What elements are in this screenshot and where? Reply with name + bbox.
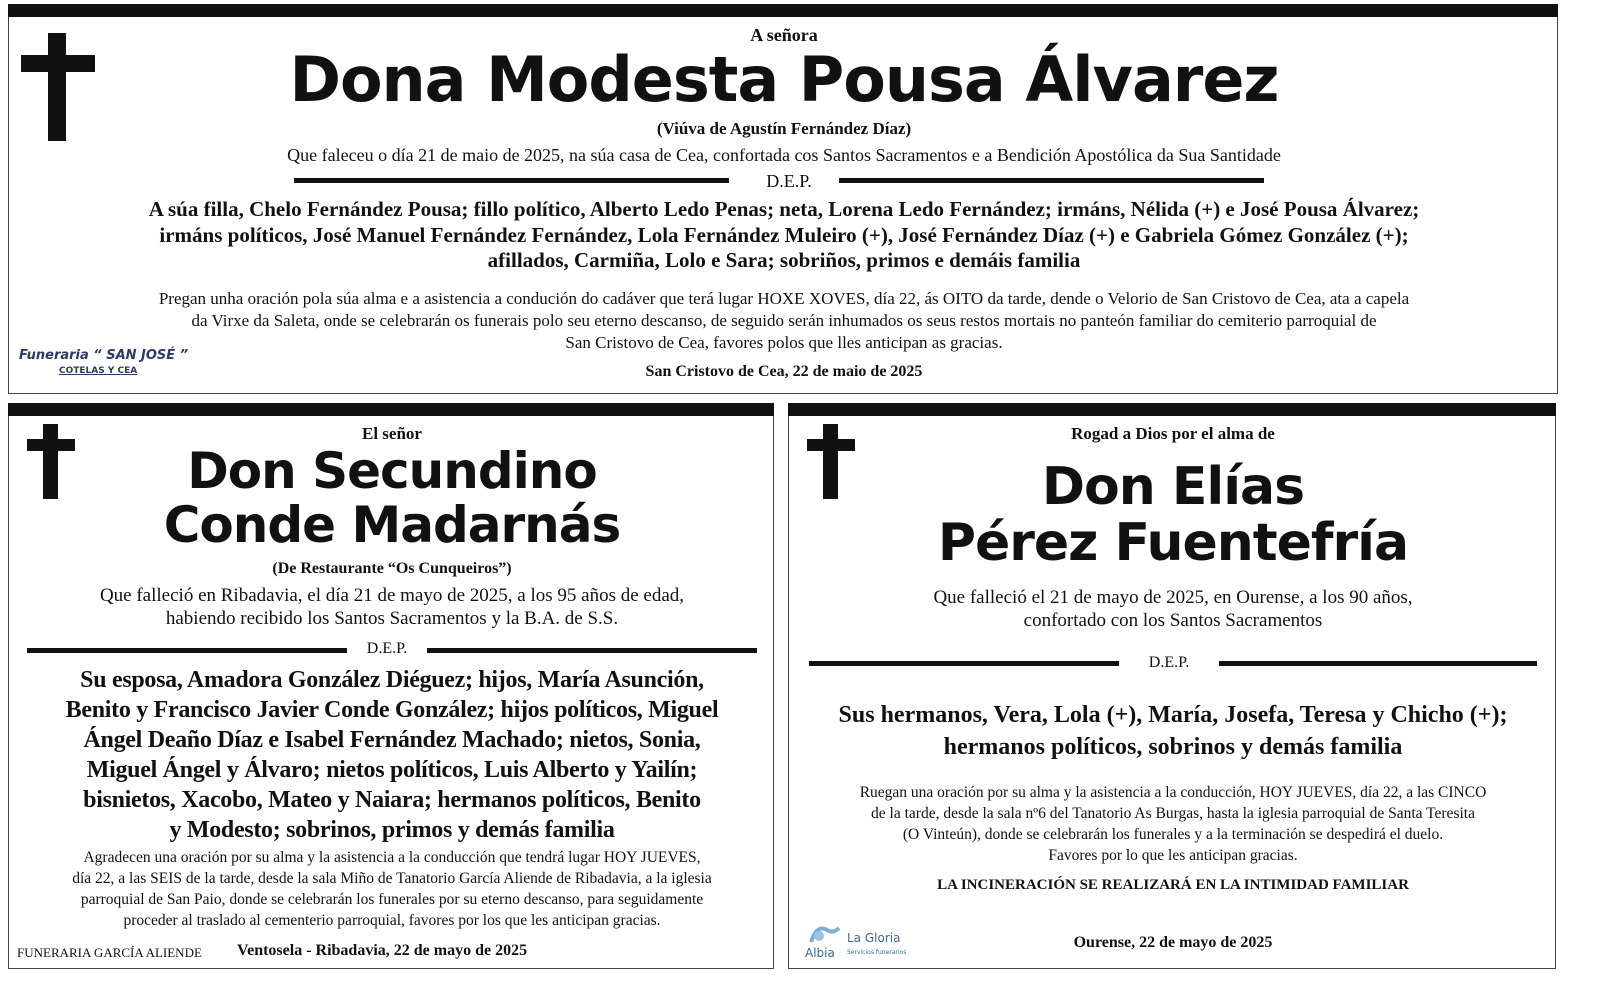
prayer-line: (O Vinteún), donde se celebrarán los funerales y a la terminación se despedirá el duelo. [902,826,1444,843]
cremation-notice: LA INCINERACIÓN SE REALIZARÁ EN LA INTIMIDAD FAMILIAR [937,877,1409,893]
death-statement [789,586,1557,632]
family-line: y Modesto; sobrinos, primos y demás familia [169,817,615,843]
divider-right [427,648,757,653]
notice-date: San Cristovo de Cea, 22 de maio de 2025 [645,363,923,380]
obituary-notice-bottom-right [788,403,1556,969]
death-line: Que falleció el 21 de mayo de 2025, en Ourense, a los 90 años, [933,587,1413,608]
deceased-name-line: Don Elías [1041,457,1305,517]
prayer-line: de la tarde, desde la sala nº6 del Tanatorio As Burgas, hasta la iglesia parroquial de Santa Teresita [871,805,1475,822]
family-line: Benito y Francisco Javier Conde González; hijos políticos, Miguel [65,697,719,723]
death-statement: Que faleceu o día 21 de maio de 2025, na súa casa de Cea, confortada cos Santos Sacramentos e a Bendición Apostólica da Sua Santidade [287,145,1281,165]
divider-left [809,661,1119,666]
prayer-line: San Cristovo de Cea, favores polos que lles anticipan as gracias. [565,333,1003,353]
family-list [789,699,1557,763]
obituary-notice-bottom-left [8,403,774,969]
divider-left [294,178,729,183]
prayer-line: da Virxe da Saleta, onde se celebrarán os funerais polo seu eterno descanso, de seguido serán inhumados os seus restos mortais no panteón familiar do cemiterio parroquial de [191,311,1377,331]
dep-label: D.E.P. [1148,654,1190,671]
notice-intro: Rogad a Dios por el alma de [1071,424,1275,443]
prayer-line: Favores por lo que les anticipan gracias. [1048,847,1298,864]
dep-label: D.E.P. [366,640,408,657]
notice-intro: A señora [750,25,818,45]
notice-intro: El señor [362,424,422,443]
black-top-bar [8,4,1558,17]
deceased-name-line: Don Secundino [187,442,597,500]
prayer-text [9,847,775,931]
black-top-bar [788,403,1556,416]
obituary-notice-top [8,4,1558,394]
family-list [9,197,1559,274]
notice-date: Ventosela - Ribadavia, 22 de mayo de 2025 [237,942,528,959]
notice-date: Ourense, 22 de mayo de 2025 [1073,934,1273,951]
funeral-home-location: COTELAS Y CEA [59,366,138,376]
deceased-subtitle: (Viúva de Agustín Fernández Díaz) [656,119,912,138]
deceased-subtitle: (De Restaurante “Os Cunqueiros”) [272,560,512,577]
prayer-line: Agradecen una oración por su alma y la asistencia a la conducción que tendrá lugar HOY JUEVES, [83,849,701,866]
prayer-line: día 22, a las SEIS de la tarde, desde la sala Miño de Tanatorio García Aliende de Ribadavia, a la iglesia [72,870,712,887]
family-line: Su esposa, Amadora González Diéguez; hijos, María Asunción, [80,667,704,693]
family-line: afillados, Carmiña, Lolo e Sara; sobriños, primos e demáis familia [487,248,1081,273]
prayer-line: Ruegan una oración por su alma y la asistencia a la conducción, HOY JUEVES, día 22, a las CINCO [859,784,1487,801]
prayer-line: parroquial de San Paio, donde se celebrarán los funerales por su eterno descanso, para seguidamente [80,891,704,908]
family-line: hermanos políticos, sobrinos y demás familia [943,734,1403,760]
deceased-name [9,444,775,552]
funeral-home-name: FUNERARIA GARCÍA ALIENDE [17,945,202,960]
prayer-line: proceder al traslado al cementerio parroquial, favores por los que les anticipan gracias. [123,912,661,929]
deceased-name [789,457,1557,574]
la-gloria-logo-sub: Servicios funerarios [847,949,907,956]
prayer-text [9,288,1559,354]
divider-right [839,178,1264,183]
family-list [9,665,775,845]
prayer-text [789,782,1557,866]
funeral-home-name: Funeraria “ SAN JOSÉ ” [19,348,189,363]
death-line: Que falleció en Ribadavia, el día 21 de mayo de 2025, a los 95 años de edad, [99,585,685,606]
family-line: bisnietos, Xacobo, Mateo y Naiara; hermanos políticos, Benito [83,787,701,813]
albia-logo-text: Albia [805,946,835,960]
dep-label: D.E.P. [766,171,812,191]
la-gloria-logo-text: La Gloria [847,931,901,945]
family-line: irmáns políticos, José Manuel Fernández Fernández, Lola Fernández Muleiro (+), José Fernández Díaz (+) e Gabriela Gómez González (+); [159,222,1409,247]
divider-right [1219,661,1537,666]
family-line: Ángel Deaño Díaz e Isabel Fernández Machado; nietos, Sonia, [83,727,701,753]
deceased-name-line: Conde Madarnás [163,496,621,554]
prayer-line: Pregan unha oración pola súa alma e a asistencia a condución do cadáver que terá lugar HOXE XOVES, día 22, ás OITO da tarde, dende o Velorio de San Cristovo de Cea, ata a capela [158,289,1410,308]
death-line: habiendo recibido los Santos Sacramentos y la B.A. de S.S. [165,608,619,630]
deceased-name: Dona Modesta Pousa Álvarez [289,43,1279,116]
death-line: confortado con los Santos Sacramentos [1023,610,1323,632]
family-line: Miguel Ángel y Álvaro; nietos políticos, Luis Alberto y Yailín; [86,757,698,783]
deceased-name-line: Pérez Fuentefría [937,513,1409,574]
black-top-bar [8,403,774,416]
family-line: A súa filla, Chelo Fernández Pousa; fillo político, Alberto Ledo Penas; neta, Lorena Ledo Fernández; irmáns, Nélida (+) e José Pousa Álvarez; [148,197,1420,221]
divider-left [27,648,347,653]
family-line: Sus hermanos, Vera, Lola (+), María, Josefa, Teresa y Chicho (+); [838,702,1508,728]
death-statement [9,584,775,630]
